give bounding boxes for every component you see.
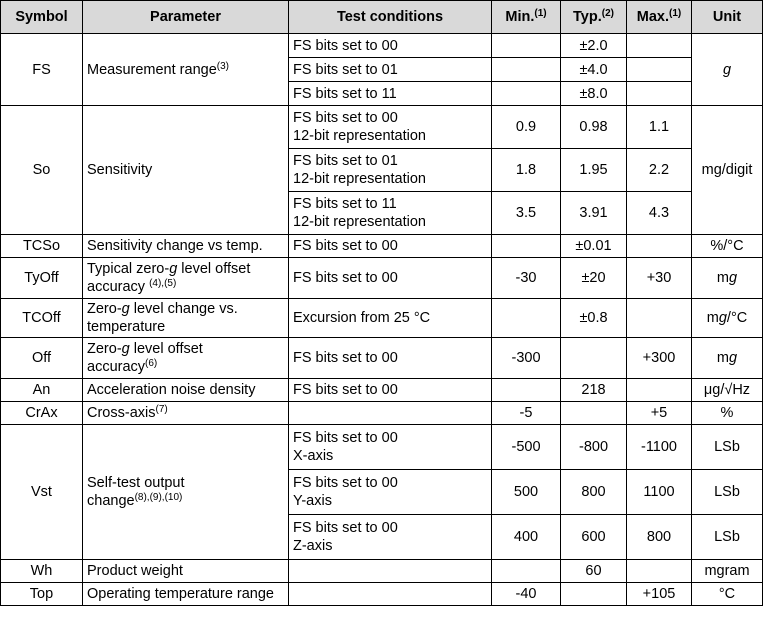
typ-cell: ±4.0	[561, 58, 627, 82]
parameter-text: g	[121, 301, 130, 317]
max-cell	[627, 235, 692, 258]
unit-cell: mg/digit	[692, 106, 763, 235]
condition-line: FS bits set to 01	[293, 153, 398, 169]
typ-cell: 60	[561, 560, 627, 583]
unit-cell: LSb	[692, 425, 763, 470]
condition-cell	[289, 583, 492, 606]
typ-cell: 218	[561, 379, 627, 402]
table-row	[1, 235, 763, 258]
condition-line: Z-axis	[293, 538, 333, 554]
unit-cell: °C	[692, 583, 763, 606]
table-row	[1, 560, 763, 583]
parameter-cell: Product weight	[83, 560, 289, 583]
typ-cell	[561, 583, 627, 606]
header-max	[627, 1, 692, 34]
parameter-cell: Acceleration noise density	[83, 379, 289, 402]
max-cell	[627, 560, 692, 583]
parameter-line	[87, 358, 284, 376]
unit-cell: LSb	[692, 515, 763, 560]
typ-cell: 0.98	[561, 106, 627, 149]
unit-text: /°C	[726, 310, 748, 326]
footnote-ref: (3)	[216, 60, 229, 72]
condition-line: Y-axis	[293, 493, 332, 509]
unit-cell	[692, 299, 763, 338]
condition-line: 12-bit representation	[293, 171, 426, 187]
typ-cell	[561, 402, 627, 425]
parameter-cell	[83, 258, 289, 299]
parameter-cell	[83, 338, 289, 379]
typ-cell: 600	[561, 515, 627, 560]
header-min-label: Min.	[505, 9, 535, 25]
parameter-cell	[83, 402, 289, 425]
symbol-cell: Vst	[1, 425, 83, 560]
parameter-text: Typical zero-	[87, 261, 170, 277]
table-row	[1, 425, 763, 470]
max-cell: 2.2	[627, 149, 692, 192]
symbol-cell: CrAx	[1, 402, 83, 425]
max-cell	[627, 34, 692, 58]
min-cell: -500	[492, 425, 561, 470]
max-cell: +105	[627, 583, 692, 606]
unit-text: g	[718, 310, 727, 326]
parameter-line	[87, 278, 284, 296]
header-max-label: Max.	[636, 9, 669, 25]
symbol-cell: FS	[1, 34, 83, 106]
table-row	[1, 106, 763, 149]
typ-cell: 800	[561, 470, 627, 515]
parameter-line	[87, 260, 284, 278]
typ-cell: 3.91	[561, 192, 627, 235]
condition-cell	[289, 515, 492, 560]
min-cell: 500	[492, 470, 561, 515]
min-cell: -5	[492, 402, 561, 425]
condition-cell: Excursion from 25 °C	[289, 299, 492, 338]
table-row	[1, 583, 763, 606]
parameter-line	[87, 492, 284, 510]
table-row	[1, 402, 763, 425]
unit-cell: LSb	[692, 470, 763, 515]
min-cell: -300	[492, 338, 561, 379]
min-cell	[492, 58, 561, 82]
min-cell: 400	[492, 515, 561, 560]
condition-line: FS bits set to 00	[293, 430, 398, 446]
symbol-cell: Top	[1, 583, 83, 606]
unit-text: g	[729, 270, 738, 286]
parameter-cell: Sensitivity	[83, 106, 289, 235]
header-max-note: (1)	[669, 8, 682, 19]
unit-text: m	[716, 270, 729, 286]
unit-text: m	[716, 350, 729, 366]
condition-cell: FS bits set to 00	[289, 34, 492, 58]
condition-cell	[289, 425, 492, 470]
min-cell	[492, 82, 561, 106]
max-cell	[627, 379, 692, 402]
condition-cell	[289, 106, 492, 149]
max-cell	[627, 58, 692, 82]
max-cell: 4.3	[627, 192, 692, 235]
header-typ-note: (2)	[601, 8, 614, 19]
footnote-ref: (8),(9),(10)	[134, 492, 183, 503]
max-cell: 800	[627, 515, 692, 560]
table-row	[1, 299, 763, 338]
parameter-text: level change vs.	[129, 301, 238, 317]
condition-cell: FS bits set to 11	[289, 82, 492, 106]
symbol-cell: TCSo	[1, 235, 83, 258]
max-cell	[627, 82, 692, 106]
header-min	[492, 1, 561, 34]
parameter-text: Cross-axis	[87, 405, 156, 421]
header-typ	[561, 1, 627, 34]
condition-cell	[289, 560, 492, 583]
typ-cell: ±2.0	[561, 34, 627, 58]
table-row	[1, 34, 763, 58]
condition-line: FS bits set to 11	[293, 196, 397, 212]
condition-cell	[289, 149, 492, 192]
typ-cell: 1.95	[561, 149, 627, 192]
condition-line: X-axis	[293, 448, 334, 464]
parameter-text: Zero-	[87, 301, 122, 317]
symbol-cell: An	[1, 379, 83, 402]
condition-line: FS bits set to 00	[293, 475, 398, 491]
typ-cell: ±0.01	[561, 235, 627, 258]
max-cell: +30	[627, 258, 692, 299]
min-cell: 0.9	[492, 106, 561, 149]
header-min-note: (1)	[534, 8, 547, 19]
header-symbol: Symbol	[1, 1, 83, 34]
min-cell	[492, 299, 561, 338]
min-cell	[492, 235, 561, 258]
condition-cell	[289, 402, 492, 425]
min-cell: -30	[492, 258, 561, 299]
symbol-cell: TyOff	[1, 258, 83, 299]
condition-line: FS bits set to 00	[293, 520, 398, 536]
typ-cell: ±20	[561, 258, 627, 299]
condition-cell: FS bits set to 00	[289, 338, 492, 379]
min-cell: 1.8	[492, 149, 561, 192]
parameter-text: accuracy	[87, 359, 146, 375]
parameter-text: level offset	[129, 341, 203, 357]
max-cell	[627, 299, 692, 338]
condition-cell: FS bits set to 01	[289, 58, 492, 82]
symbol-cell: So	[1, 106, 83, 235]
condition-line: 12-bit representation	[293, 214, 426, 230]
symbol-cell: Off	[1, 338, 83, 379]
parameter-line: temperature	[87, 319, 166, 335]
max-cell: 1.1	[627, 106, 692, 149]
unit-cell: mgram	[692, 560, 763, 583]
parameter-text: g	[169, 261, 178, 277]
header-unit: Unit	[692, 1, 763, 34]
parameter-text: level offset	[177, 261, 251, 277]
max-cell: 1100	[627, 470, 692, 515]
parameter-cell: Operating temperature range	[83, 583, 289, 606]
symbol-cell: TCOff	[1, 299, 83, 338]
parameter-cell	[83, 34, 289, 106]
unit-cell: %	[692, 402, 763, 425]
min-cell	[492, 560, 561, 583]
parameter-text: Measurement range	[87, 61, 217, 78]
min-cell: 3.5	[492, 192, 561, 235]
symbol-cell: Wh	[1, 560, 83, 583]
footnote-ref: (7)	[155, 404, 168, 415]
footnote-ref: (6)	[145, 358, 158, 369]
parameter-text: change	[87, 493, 135, 509]
table-row	[1, 258, 763, 299]
unit-cell: g	[692, 34, 763, 106]
condition-cell	[289, 470, 492, 515]
table-row	[1, 338, 763, 379]
typ-cell: ±8.0	[561, 82, 627, 106]
unit-text: m	[706, 310, 719, 326]
parameter-text: g	[121, 341, 130, 357]
typ-cell	[561, 338, 627, 379]
min-cell	[492, 379, 561, 402]
parameter-text: Zero-	[87, 341, 122, 357]
parameter-text: accuracy	[87, 279, 150, 295]
header-typ-label: Typ.	[573, 9, 602, 25]
unit-text: g	[729, 350, 738, 366]
header-row	[1, 1, 763, 34]
condition-line: 12-bit representation	[293, 128, 426, 144]
unit-cell	[692, 338, 763, 379]
min-cell: -40	[492, 583, 561, 606]
max-cell: -1100	[627, 425, 692, 470]
condition-cell: FS bits set to 00	[289, 235, 492, 258]
max-cell: +5	[627, 402, 692, 425]
header-parameter: Parameter	[83, 1, 289, 34]
parameter-line	[87, 300, 284, 318]
header-test-conditions: Test conditions	[289, 1, 492, 34]
parameter-line: Self-test output	[87, 475, 185, 491]
unit-cell	[692, 258, 763, 299]
typ-cell: ±0.8	[561, 299, 627, 338]
table-row	[1, 379, 763, 402]
footnote-ref: (4),(5)	[149, 278, 177, 289]
typ-cell: -800	[561, 425, 627, 470]
parameter-cell	[83, 425, 289, 560]
parameter-line	[87, 340, 284, 358]
max-cell: +300	[627, 338, 692, 379]
unit-cell: μg/√Hz	[692, 379, 763, 402]
parameter-cell: Sensitivity change vs temp.	[83, 235, 289, 258]
condition-cell: FS bits set to 00	[289, 258, 492, 299]
condition-line: FS bits set to 00	[293, 110, 398, 126]
condition-cell	[289, 192, 492, 235]
condition-cell: FS bits set to 00	[289, 379, 492, 402]
parameter-cell	[83, 299, 289, 338]
unit-cell: %/°C	[692, 235, 763, 258]
min-cell	[492, 34, 561, 58]
